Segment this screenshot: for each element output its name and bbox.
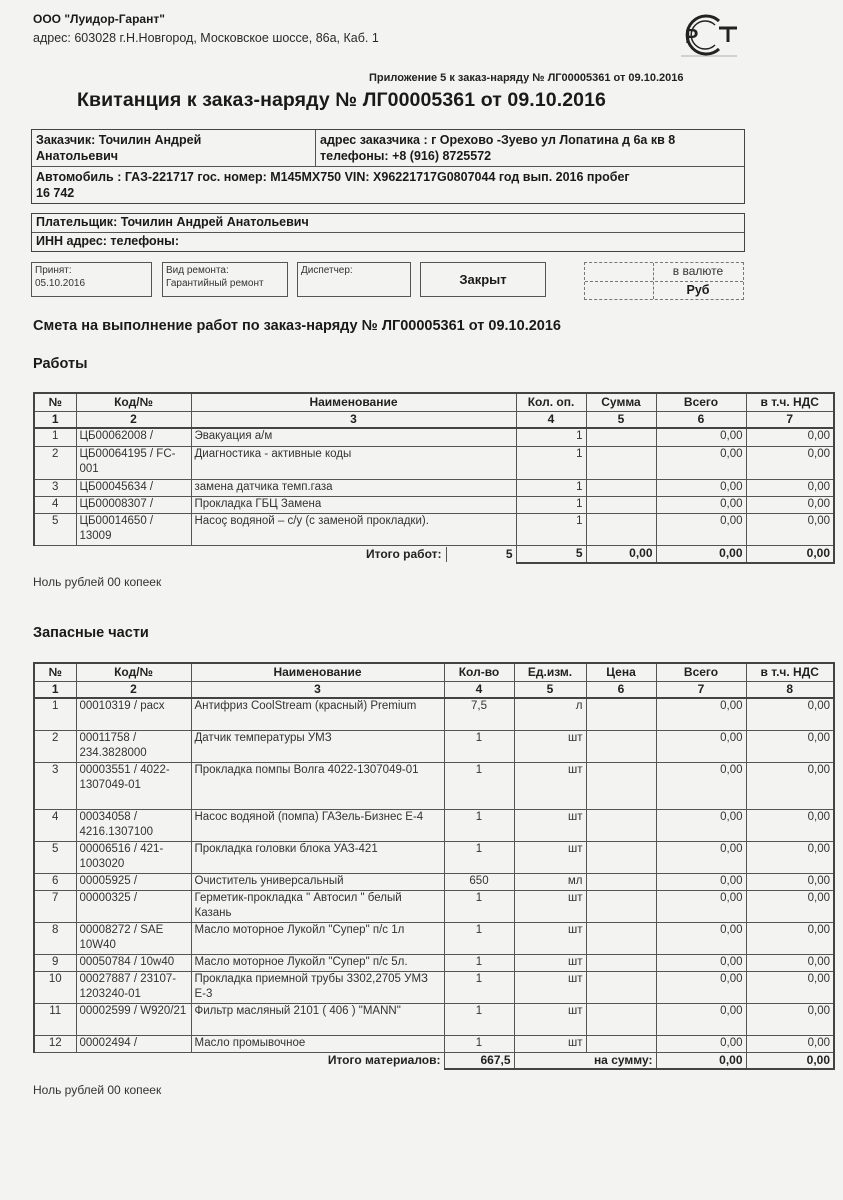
row-number: 10 — [34, 971, 76, 1003]
row-total: 0,00 — [656, 922, 746, 954]
table-row — [34, 479, 834, 496]
dispatcher-box — [297, 262, 411, 297]
customer-name-line1: Заказчик: Точилин Андрей — [36, 133, 202, 147]
row-number: 1 — [34, 428, 76, 446]
row-qty: 1 — [444, 1035, 514, 1052]
row-name: замена датчика темп.газа — [191, 479, 516, 496]
table-row — [34, 496, 834, 513]
col-header-price: Цена — [586, 663, 656, 681]
col-header-vat: в т.ч. НДС — [746, 393, 834, 411]
row-vat: 0,00 — [746, 479, 834, 496]
customer-name-line2: Анатольевич — [36, 149, 119, 163]
row-unit: шт — [514, 730, 586, 762]
row-number: 1 — [34, 698, 76, 730]
row-unit: шт — [514, 922, 586, 954]
row-price — [586, 698, 656, 730]
row-number: 3 — [34, 479, 76, 496]
vehicle-line1: Автомобиль : ГАЗ-221717 гос. номер: М145МХ750 VIN: X96221717G0807044 год вып. 2016 пробег — [36, 170, 630, 184]
col-header-total: Всего — [656, 393, 746, 411]
table-row — [34, 1003, 834, 1035]
row-total: 0,00 — [656, 446, 746, 479]
row-unit: л — [514, 698, 586, 730]
payer-name: Плательщик: Точилин Андрей Анатольевич — [32, 214, 744, 233]
col-number: 3 — [191, 411, 516, 428]
accepted-date-box — [31, 262, 152, 297]
page-title: Квитанция к заказ-наряду № ЛГ00005361 от 09.10.2016 — [77, 89, 607, 111]
row-code: ЦБ00014650 / 13009 — [76, 513, 191, 545]
row-total: 0,00 — [656, 513, 746, 545]
row-unit: мл — [514, 873, 586, 890]
total-label-cell — [191, 545, 516, 563]
vehicle-mileage: 16 742 — [36, 186, 75, 200]
row-code: ЦБ00064195 / FC-001 — [76, 446, 191, 479]
works-total-qty: 5 — [516, 545, 586, 563]
row-sum — [586, 428, 656, 446]
row-code: 00002494 / — [76, 1035, 191, 1052]
row-sum — [586, 446, 656, 479]
row-vat: 0,00 — [746, 446, 834, 479]
col-number: 5 — [586, 411, 656, 428]
row-qty: 1 — [444, 809, 514, 841]
parts-total-vat: 0,00 — [746, 1052, 834, 1069]
row-qty: 1 — [444, 971, 514, 1003]
col-number: 2 — [76, 411, 191, 428]
dispatcher-label: Диспетчер: — [301, 265, 353, 276]
row-total: 0,00 — [656, 762, 746, 809]
row-name: Масло моторное Лукойл "Супер" п/с 5л. — [191, 954, 444, 971]
row-name: Прокладка головки блока УАЗ-421 — [191, 841, 444, 873]
row-number: 6 — [34, 873, 76, 890]
row-number: 9 — [34, 954, 76, 971]
row-code: 00003551 / 4022-1307049-01 — [76, 762, 191, 809]
row-code: 00010319 / расх — [76, 698, 191, 730]
row-vat: 0,00 — [746, 890, 834, 922]
row-unit: шт — [514, 762, 586, 809]
row-number: 7 — [34, 890, 76, 922]
row-price — [586, 809, 656, 841]
vehicle-info — [32, 167, 744, 203]
row-qty: 1 — [444, 890, 514, 922]
row-vat: 0,00 — [746, 809, 834, 841]
row-vat: 0,00 — [746, 971, 834, 1003]
row-qty: 1 — [444, 954, 514, 971]
row-price — [586, 922, 656, 954]
spacer — [34, 1052, 191, 1069]
row-number: 8 — [34, 922, 76, 954]
row-total: 0,00 — [656, 1035, 746, 1052]
works-total-sum: 0,00 — [586, 545, 656, 563]
estimate-title: Смета на выполнение работ по заказ-наряду № ЛГ00005361 от 09.10.2016 — [33, 318, 561, 334]
row-qty: 1 — [516, 428, 586, 446]
row-qty: 1 — [516, 496, 586, 513]
row-code: 00006516 / 421-1003020 — [76, 841, 191, 873]
row-sum — [586, 479, 656, 496]
row-total: 0,00 — [656, 954, 746, 971]
works-section-title: Работы — [33, 356, 88, 372]
row-name: Датчик температуры УМЗ — [191, 730, 444, 762]
col-header-name: Наименование — [191, 393, 516, 411]
col-number: 1 — [34, 411, 76, 428]
row-price — [586, 873, 656, 890]
row-code: 00005925 / — [76, 873, 191, 890]
row-total: 0,00 — [656, 841, 746, 873]
row-price — [586, 1003, 656, 1035]
row-price — [586, 841, 656, 873]
row-vat: 0,00 — [746, 841, 834, 873]
table-row — [34, 922, 834, 954]
customer-info-box — [31, 129, 745, 204]
row-name: Эвакуация а/м — [191, 428, 516, 446]
row-number: 11 — [34, 1003, 76, 1035]
row-total: 0,00 — [656, 428, 746, 446]
row-qty: 7,5 — [444, 698, 514, 730]
works-total-count: 5 — [446, 547, 516, 562]
col-number: 6 — [586, 681, 656, 698]
currency-label: в валюте — [672, 264, 724, 278]
row-code: 00002599 / W920/21 — [76, 1003, 191, 1035]
row-number: 5 — [34, 513, 76, 545]
accepted-label: Принят: — [35, 265, 72, 276]
table-row — [34, 841, 834, 873]
col-number: 5 — [514, 681, 586, 698]
row-name: Прокладка помпы Волга 4022-1307049-01 — [191, 762, 444, 809]
row-unit: шт — [514, 1003, 586, 1035]
col-header-name: Наименование — [191, 663, 444, 681]
row-vat: 0,00 — [746, 730, 834, 762]
row-vat: 0,00 — [746, 762, 834, 809]
col-number: 3 — [191, 681, 444, 698]
table-row — [34, 873, 834, 890]
row-name: Прокладка ГБЦ Замена — [191, 496, 516, 513]
row-vat: 0,00 — [746, 922, 834, 954]
row-total: 0,00 — [656, 479, 746, 496]
row-code: ЦБ00062008 / — [76, 428, 191, 446]
works-total-vat: 0,00 — [746, 545, 834, 563]
repair-type-value: Гарантийный ремонт — [166, 278, 264, 289]
customer-name — [32, 130, 316, 167]
row-name: Герметик-прокладка " Автосил " белый Казань — [191, 890, 444, 922]
row-sum — [586, 513, 656, 545]
table-row — [34, 1035, 834, 1052]
customer-contacts — [316, 130, 744, 167]
row-code: ЦБ00008307 / — [76, 496, 191, 513]
row-qty: 1 — [516, 446, 586, 479]
row-price — [586, 954, 656, 971]
col-header-qty: Кол-во — [444, 663, 514, 681]
works-total-row — [34, 545, 834, 563]
row-vat: 0,00 — [746, 496, 834, 513]
appendix-note: Приложение 5 к заказ-наряду № ЛГ00005361 от 09.10.2016 — [369, 72, 684, 84]
row-number: 2 — [34, 446, 76, 479]
table-row — [34, 971, 834, 1003]
table-row — [34, 428, 834, 446]
row-number: 4 — [34, 496, 76, 513]
row-qty: 1 — [444, 841, 514, 873]
row-number: 4 — [34, 809, 76, 841]
col-number: 1 — [34, 681, 76, 698]
row-price — [586, 890, 656, 922]
row-code: 00011758 / 234.3828000 — [76, 730, 191, 762]
row-vat: 0,00 — [746, 698, 834, 730]
row-qty: 1 — [444, 730, 514, 762]
row-code: 00034058 / 4216.1307100 — [76, 809, 191, 841]
row-price — [586, 971, 656, 1003]
table-row — [34, 698, 834, 730]
parts-total-qty: 667,5 — [444, 1052, 514, 1069]
parts-total-row — [34, 1052, 834, 1069]
row-total: 0,00 — [656, 1003, 746, 1035]
row-code: ЦБ00045634 / — [76, 479, 191, 496]
table-row — [34, 513, 834, 545]
col-header-vat: в т.ч. НДС — [746, 663, 834, 681]
col-number: 4 — [444, 681, 514, 698]
parts-total-total: 0,00 — [656, 1052, 746, 1069]
col-number: 2 — [76, 681, 191, 698]
row-unit: шт — [514, 809, 586, 841]
row-qty: 1 — [444, 1003, 514, 1035]
works-total-label: Итого работ: — [366, 546, 442, 561]
table-row — [34, 809, 834, 841]
rst-certification-logo-icon — [677, 12, 741, 58]
row-code: 00027887 / 23107-1203240-01 — [76, 971, 191, 1003]
row-vat: 0,00 — [746, 513, 834, 545]
row-total: 0,00 — [656, 971, 746, 1003]
parts-total-label: Итого материалов: — [191, 1052, 444, 1069]
row-number: 3 — [34, 762, 76, 809]
col-header-number: № — [34, 393, 76, 411]
row-unit: шт — [514, 1035, 586, 1052]
row-code: 00000325 / — [76, 890, 191, 922]
row-price — [586, 1035, 656, 1052]
svg-text:Р: Р — [685, 26, 699, 48]
row-name: Диагностика - активные коды — [191, 446, 516, 479]
status-badge: Закрыт — [420, 262, 546, 297]
col-header-sum: Сумма — [586, 393, 656, 411]
row-name: Фильтр масляный 2101 ( 406 ) "MANN" — [191, 1003, 444, 1035]
row-qty: 1 — [444, 922, 514, 954]
table-row — [34, 446, 834, 479]
col-header-code: Код/№ — [76, 393, 191, 411]
table-row — [34, 890, 834, 922]
row-code: 00008272 / SAE 10W40 — [76, 922, 191, 954]
payer-details: ИНН адрес: телефоны: — [36, 234, 180, 248]
row-qty: 1 — [516, 479, 586, 496]
row-total: 0,00 — [656, 809, 746, 841]
works-table — [33, 392, 835, 564]
col-header-unit: Ед.изм. — [514, 663, 586, 681]
currency-box — [584, 262, 744, 300]
works-amount-in-words: Ноль рублей 00 копеек — [33, 575, 162, 589]
parts-section-title: Запасные части — [33, 625, 149, 641]
row-code: 00050784 / 10w40 — [76, 954, 191, 971]
row-qty: 1 — [516, 513, 586, 545]
row-vat: 0,00 — [746, 1035, 834, 1052]
row-price — [586, 730, 656, 762]
col-number: 7 — [746, 411, 834, 428]
repair-type-label: Вид ремонта: — [166, 265, 229, 276]
table-row — [34, 762, 834, 809]
row-total: 0,00 — [656, 730, 746, 762]
row-number: 5 — [34, 841, 76, 873]
row-vat: 0,00 — [746, 954, 834, 971]
row-vat: 0,00 — [746, 873, 834, 890]
row-number: 2 — [34, 730, 76, 762]
row-number: 12 — [34, 1035, 76, 1052]
spacer — [34, 545, 191, 563]
company-address: адрес: 603028 г.Н.Новгород, Московское шоссе, 86а, Каб. 1 — [33, 31, 379, 45]
company-name: ООО "Луидор-Гарант" — [33, 12, 165, 26]
row-name: Насос водяной (помпа) ГАЗель-Бизнес Е-4 — [191, 809, 444, 841]
col-number: 7 — [656, 681, 746, 698]
col-header-total: Всего — [656, 663, 746, 681]
row-unit: шт — [514, 971, 586, 1003]
col-header-qty: Кол. оп. — [516, 393, 586, 411]
row-name: Антифриз CoolStream (красный) Premium — [191, 698, 444, 730]
parts-amount-in-words: Ноль рублей 00 копеек — [33, 1083, 162, 1097]
row-price — [586, 762, 656, 809]
accepted-value: 05.10.2016 — [35, 278, 86, 289]
row-qty: 1 — [444, 762, 514, 809]
row-sum — [586, 496, 656, 513]
parts-table — [33, 662, 835, 1070]
repair-type-box — [162, 262, 288, 297]
row-unit: шт — [514, 954, 586, 971]
col-number: 4 — [516, 411, 586, 428]
row-name: Масло промывочное — [191, 1035, 444, 1052]
customer-phones: телефоны: +8 (916) 8725572 — [320, 149, 492, 163]
payer-info-box — [31, 213, 745, 252]
row-qty: 650 — [444, 873, 514, 890]
row-name: Масло моторное Лукойл "Супер" п/с 1л — [191, 922, 444, 954]
row-total: 0,00 — [656, 496, 746, 513]
table-row — [34, 730, 834, 762]
works-total-total: 0,00 — [656, 545, 746, 563]
row-vat: 0,00 — [746, 1003, 834, 1035]
col-number: 8 — [746, 681, 834, 698]
row-name: Прокладка приемной трубы 3302,2705 УМЗ Е-3 — [191, 971, 444, 1003]
row-vat: 0,00 — [746, 428, 834, 446]
col-header-number: № — [34, 663, 76, 681]
table-row — [34, 954, 834, 971]
currency-value: Руб — [686, 283, 710, 297]
parts-sum-label: на сумму: — [514, 1052, 656, 1069]
row-total: 0,00 — [656, 698, 746, 730]
row-name: Очиститель универсальный — [191, 873, 444, 890]
row-unit: шт — [514, 890, 586, 922]
col-number: 6 — [656, 411, 746, 428]
customer-address: адрес заказчика : г Орехово -Зуево ул Лопатина д 6а кв 8 — [320, 133, 676, 147]
row-unit: шт — [514, 841, 586, 873]
row-name: Насоç водяной – с/у (с заменой прокладки). — [191, 513, 516, 545]
row-total: 0,00 — [656, 890, 746, 922]
row-total: 0,00 — [656, 873, 746, 890]
col-header-code: Код/№ — [76, 663, 191, 681]
